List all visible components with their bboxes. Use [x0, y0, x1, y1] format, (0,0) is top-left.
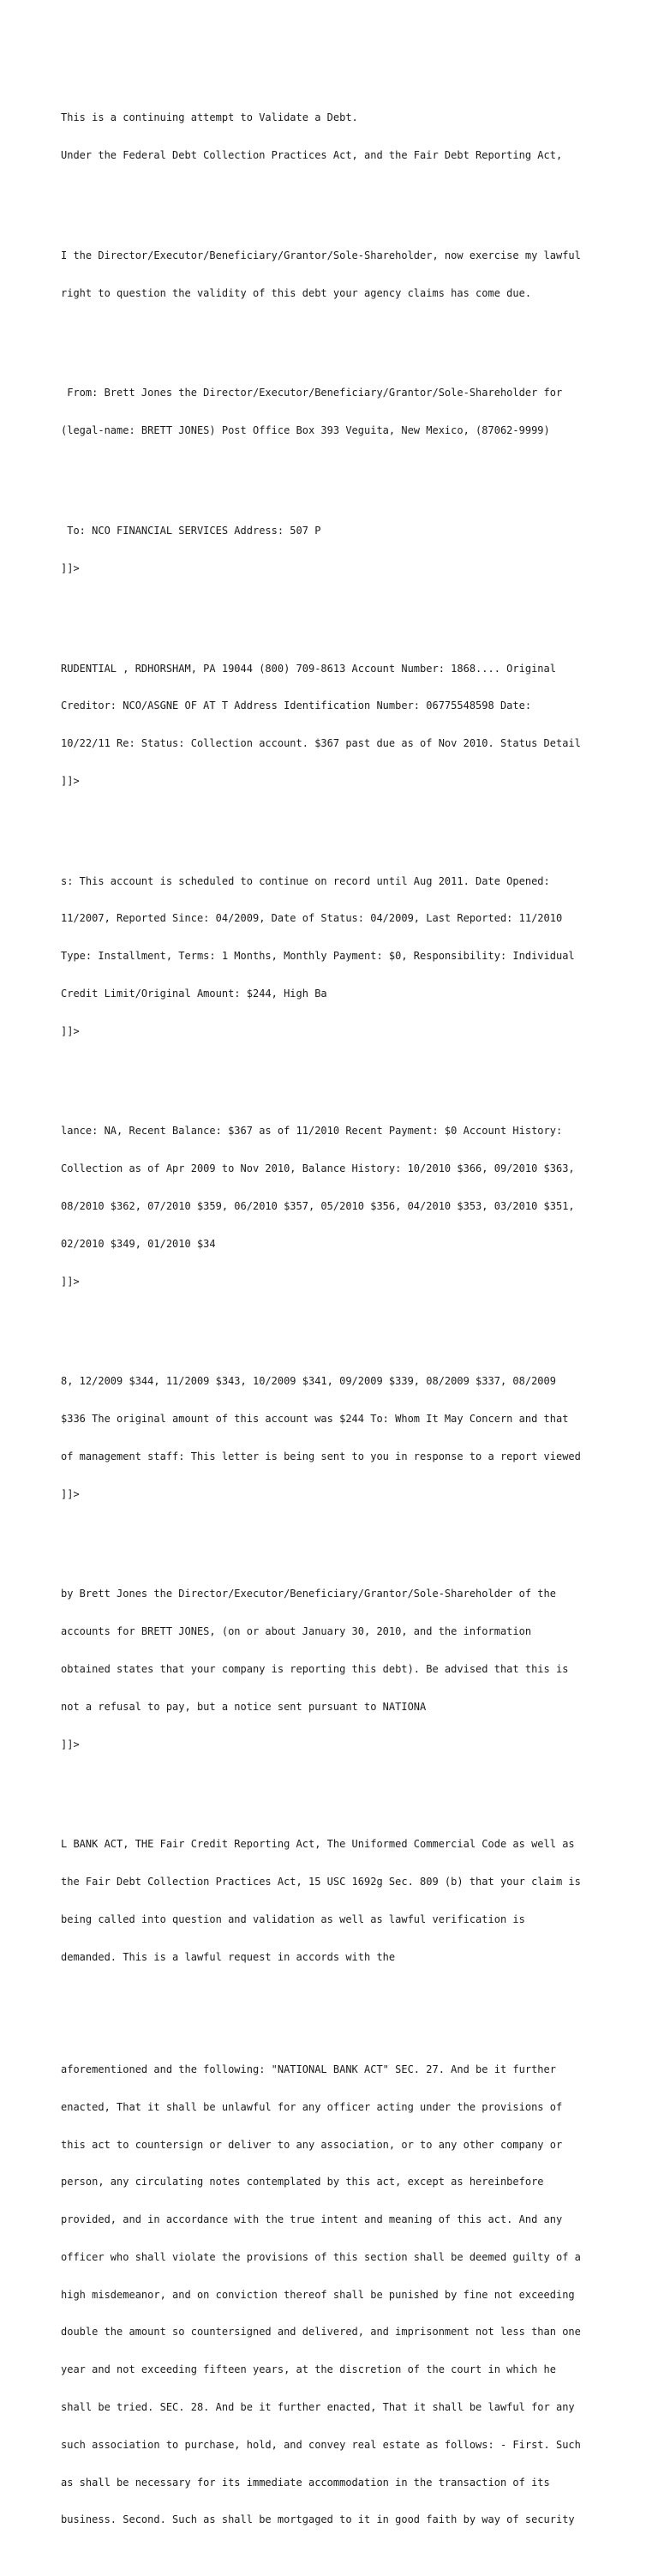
text-line: ]]> [61, 1024, 80, 1037]
text-line: This is a continuing attempt to Validate a Debt. [61, 111, 358, 124]
text-line: high misdemeanor, and on conviction thereof shall be punished by fine not exceeding [61, 2288, 575, 2301]
text-line: Creditor: NCO/ASGNE OF AT T Address Identification Number: 06775548598 Date: [61, 700, 532, 712]
paragraph-account [61, 637, 609, 812]
text-line: business. Second. Such as shall be mortgaged to it in good faith by way of security [61, 2513, 575, 2526]
text-line: ]]> [61, 1275, 80, 1288]
text-line: Credit Limit/Original Amount: $244, High Ba [61, 987, 327, 1000]
text-line: such association to purchase, hold, and convey real estate as follows: - First. Such [61, 2438, 581, 2451]
text-line: accounts for BRETT JONES, (on or about January 30, 2010, and the information [61, 1625, 532, 1638]
text-line: 8, 12/2009 $344, 11/2009 $343, 10/2009 $341, 09/2009 $339, 08/2009 $337, 08/2009 [61, 1375, 556, 1388]
text-line: To: NCO FINANCIAL SERVICES Address: 507 P [61, 524, 321, 537]
paragraph-national-bank-act [61, 2039, 609, 2551]
text-line: lance: NA, Recent Balance: $367 as of 11/2010 Recent Payment: $0 Account History: [61, 1125, 563, 1138]
text-line: of management staff: This letter is being sent to you in response to a report viewed [61, 1450, 581, 1462]
paragraph-original-amount [61, 1350, 609, 1525]
text-line: by Brett Jones the Director/Executor/Beneficiary/Grantor/Sole-Shareholder of the [61, 1588, 556, 1600]
text-line: shall be tried. SEC. 28. And be it further enacted, That it shall be lawful for any [61, 2401, 575, 2414]
text-line: ]]> [61, 774, 80, 787]
text-line: being called into question and validation as well as lawful verification is [61, 1912, 525, 1925]
text-line: (legal-name: BRETT JONES) Post Office Box 393 Veguita, New Mexico, (87062-9999) [61, 424, 550, 437]
text-line: ]]> [61, 1738, 80, 1750]
text-line: officer who shall violate the provisions of this section shall be deemed guilty of a [61, 2250, 581, 2263]
text-line: Under the Federal Debt Collection Practices Act, and the Fair Debt Reporting Act, [61, 149, 563, 162]
text-line: $336 The original amount of this account was $244 To: Whom It May Concern and that [61, 1413, 569, 1426]
text-line: 02/2010 $349, 01/2010 $34 [61, 1237, 216, 1250]
text-line: as shall be necessary for its immediate accommodation in the transaction of its [61, 2476, 550, 2489]
text-line: this act to countersign or deliver to any association, or to any other company or [61, 2138, 563, 2151]
paragraph-to [61, 500, 609, 600]
text-line: demanded. This is a lawful request in accords with the [61, 1950, 396, 1963]
text-line: provided, and in accordance with the true intent and meaning of this act. And any [61, 2213, 563, 2226]
text-line: From: Brett Jones the Director/Executor/Beneficiary/Grantor/Sole-Shareholder for [61, 387, 563, 399]
text-line: the Fair Debt Collection Practices Act, 15 USC 1692g Sec. 809 (b) that your claim is [61, 1876, 581, 1888]
paragraph-from [61, 362, 609, 462]
text-line: person, any circulating notes contemplated by this act, except as hereinbefore [61, 2176, 544, 2189]
paragraph-balance-history [61, 1100, 609, 1312]
text-line: I the Director/Executor/Beneficiary/Grantor/Sole-Shareholder, now exercise my lawful [61, 249, 581, 261]
document-page [61, 62, 609, 2576]
paragraph-intro [61, 87, 609, 187]
text-line: L BANK ACT, THE Fair Credit Reporting Act, The Uniformed Commercial Code as well as [61, 1838, 575, 1851]
paragraph-validation-request [61, 1813, 609, 1988]
text-line: RUDENTIAL , RDHORSHAM, PA 19044 (800) 709-8613 Account Number: 1868.... Original [61, 662, 556, 675]
text-line: 08/2010 $362, 07/2010 $359, 06/2010 $357, 05/2010 $356, 04/2010 $353, 03/2010 $351, [61, 1200, 575, 1213]
text-line: right to question the validity of this debt your agency claims has come due. [61, 286, 532, 299]
text-line: s: This account is scheduled to continue on record until Aug 2011. Date Opened: [61, 874, 550, 887]
text-line: obtained states that your company is reporting this debt). Be advised that this is [61, 1663, 569, 1675]
text-line: ]]> [61, 1487, 80, 1500]
text-line: 11/2007, Reported Since: 04/2009, Date of Status: 04/2009, Last Reported: 11/2010 [61, 912, 563, 925]
paragraph-status-details [61, 850, 609, 1062]
text-line: double the amount so countersigned and delivered, and imprisonment not less than one [61, 2326, 581, 2339]
text-line: year and not exceeding fifteen years, at the discretion of the court in which he [61, 2363, 556, 2376]
text-line: Type: Installment, Terms: 1 Months, Monthly Payment: $0, Responsibility: Individual [61, 950, 575, 963]
text-line: aforementioned and the following: "NATIONAL BANK ACT" SEC. 27. And be it further [61, 2063, 556, 2075]
text-line: Collection as of Apr 2009 to Nov 2010, Balance History: 10/2010 $366, 09/2010 $363, [61, 1162, 575, 1175]
text-line: enacted, That it shall be unlawful for any officer acting under the provisions of [61, 2100, 563, 2113]
paragraph-exercise [61, 225, 609, 325]
text-line: not a refusal to pay, but a notice sent pursuant to NATIONA [61, 1700, 427, 1713]
text-line: 10/22/11 Re: Status: Collection account. $367 past due as of Nov 2010. Status Detail [61, 737, 581, 750]
text-line: ]]> [61, 561, 80, 574]
paragraph-notice [61, 1563, 609, 1775]
